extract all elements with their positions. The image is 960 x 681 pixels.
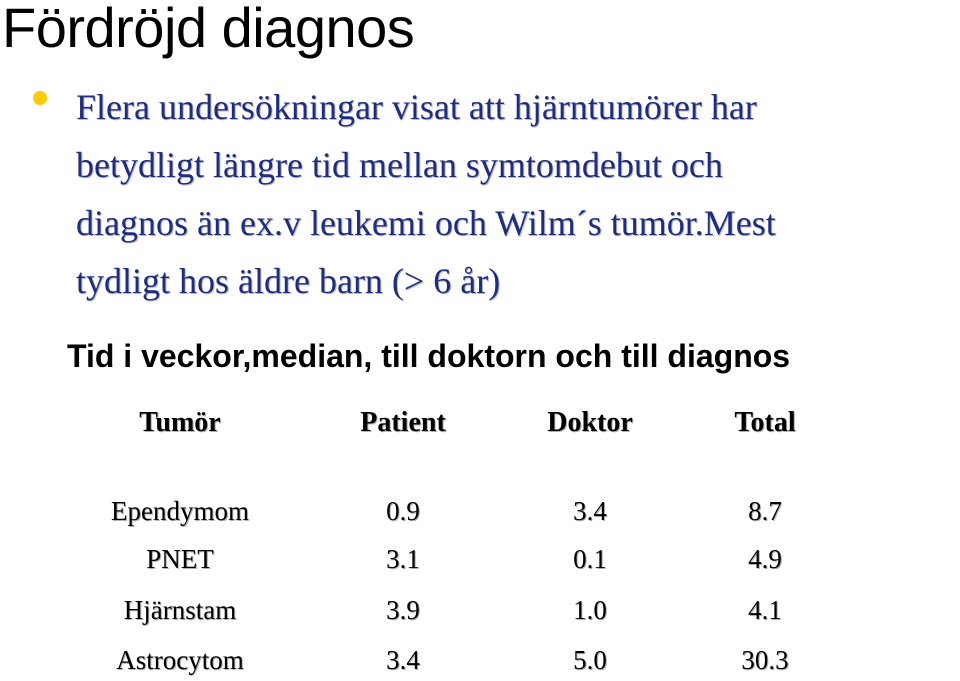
- page-title: Fördröjd diagnos: [2, 0, 415, 59]
- table-cell-patient: 3.9: [386, 595, 420, 625]
- table-cell-doctor: 3.4: [573, 496, 607, 526]
- bullet-line: Flera undersökningar visat att hjärntumörer har: [76, 87, 757, 127]
- table-cell-tumor: Astrocytom: [116, 645, 244, 675]
- table-cell-patient: 3.4: [386, 645, 420, 675]
- table-cell-total: 8.7: [748, 496, 782, 526]
- column-header-patient: Patient: [360, 407, 446, 438]
- table-cell-doctor: 5.0: [573, 645, 607, 675]
- column-header-total: Total: [734, 407, 796, 438]
- table-cell-tumor: Hjärnstam: [123, 595, 237, 625]
- table-cell-patient: 0.9: [386, 496, 420, 526]
- column-header-tumor: Tumör: [139, 407, 221, 438]
- table-cell-tumor: Ependymom: [111, 496, 249, 526]
- bullet-line: tydligt hos äldre barn (> 6 år): [76, 261, 501, 301]
- table-caption: Tid i veckor,median, till doktorn och till diagnos: [67, 338, 791, 374]
- table-cell-patient: 3.1: [386, 544, 420, 574]
- bullet-line: betydligt längre tid mellan symtomdebut och: [76, 145, 723, 185]
- table-cell-total: 4.9: [748, 544, 782, 574]
- table-cell-total: 30.3: [741, 645, 789, 675]
- table-cell-total: 4.1: [748, 595, 782, 625]
- table-cell-tumor: PNET: [146, 544, 214, 574]
- table-cell-doctor: 1.0: [573, 595, 607, 625]
- column-header-doctor: Doktor: [547, 407, 633, 438]
- bullet-icon: [33, 91, 47, 105]
- bullet-paragraph: [76, 78, 960, 310]
- table-cell-doctor: 0.1: [573, 544, 607, 574]
- bullet-line: diagnos än ex.v leukemi och Wilm´s tumör.Mest: [76, 203, 776, 243]
